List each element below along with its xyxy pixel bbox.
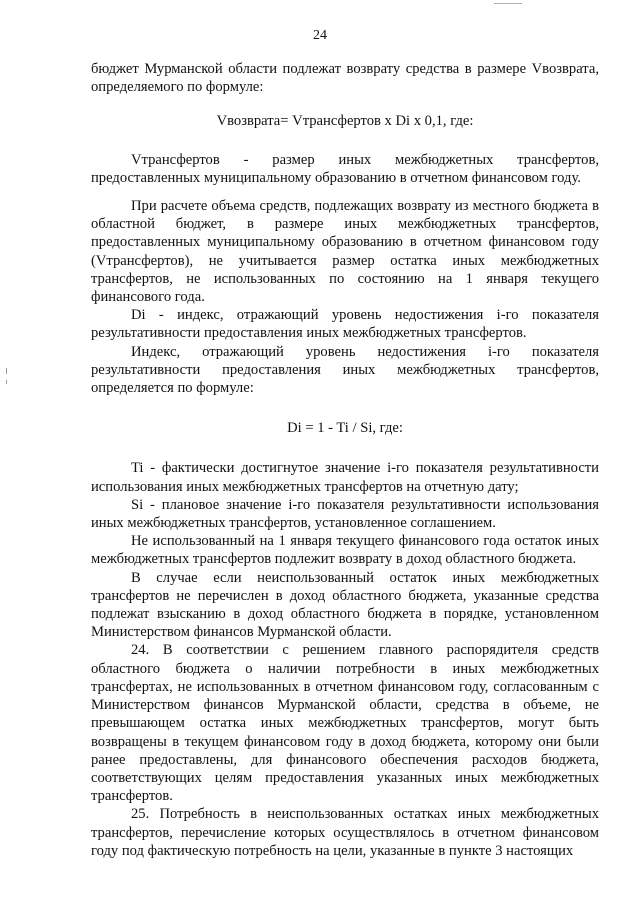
paragraph: Si - плановое значение i-го показателя результативности использования иных межбюджетных трансфертов, установленное соглашением. [91,496,599,532]
scan-edge-mark [494,3,522,4]
scan-edge-mark [6,368,7,374]
paragraph: Ti - фактически достигнутое значение i-го показателя результативности использования иных межбюджетных трансфертов на отчетную дату; [91,460,599,495]
paragraph: Индекс, отражающий уровень недостижения i-го показателя результативности предоставления иных межбюджетных трансфертов, определяется по формуле: [91,343,599,397]
paragraph: Не использованный на 1 января текущего финансового года остаток иных межбюджетных трансфертов подлежит возврату в доход областного бюджета. [91,533,599,568]
document-body [91,60,599,860]
paragraph: бюджет Мурманской области подлежат возврату средства в размере Vвозврата, определяемого по формуле: [91,61,599,96]
scan-edge-mark [6,380,7,384]
paragraph: Di - индекс, отражающий уровень недостижения i-го показателя результативности предоставления иных межбюджетных трансфертов. [91,307,599,342]
page-number: 24 [313,28,327,43]
paragraph: В случае если неиспользованный остаток иных межбюджетных трансфертов не перечислен в доход областного бюджета, указанные средства подлежат взысканию в доход областного бюджета в порядке, установленном Министерством финансов Мурманской области. [91,569,599,641]
paragraph: Vтрансфертов - размер иных межбюджетных трансфертов, предоставленных муниципальному образованию в отчетном финансовом году. [91,151,599,186]
formula-di: Di = 1 - Ti / Si, где: [287,420,403,437]
paragraph: При расчете объема средств, подлежащих возврату из местного бюджета в областной бюджет, в размере иных межбюджетных трансфертов, предоставленных муниципальному образованию в отчетном финансовом году (Vтрансфертов), не учитывается размер остатка иных межбюджетных трансфертов, не использованных по состоянию на 1 января текущего финансового года. [91,198,599,306]
paragraph: 25. Потребность в неиспользованных остатках иных межбюджетных трансфертов, перечисление которых осуществлялось в отчетном финансовом году под фактическую потребность на цели, указанные в пункте 3 настоящих [91,806,599,859]
paragraph: 24. В соответствии с решением главного распорядителя средств областного бюджета о наличии потребности в иных межбюджетных трансфертах, не использованных в отчетном финансовом году, согласованным с Министерством финансов Мурманской области, средства в объеме, не превышающем остатка иных межбюджетных трансфертов, могут быть возвращены в текущем финансовом году в доход бюджета, которому они были ранее предоставлены, для финансового обеспечения расходов бюджета, соответствующих целям предоставления указанных иных межбюджетных трансфертов. [91,642,599,805]
formula-v-return: Vвозврата= Vтрансфертов x Di x 0,1, где: [216,113,474,130]
